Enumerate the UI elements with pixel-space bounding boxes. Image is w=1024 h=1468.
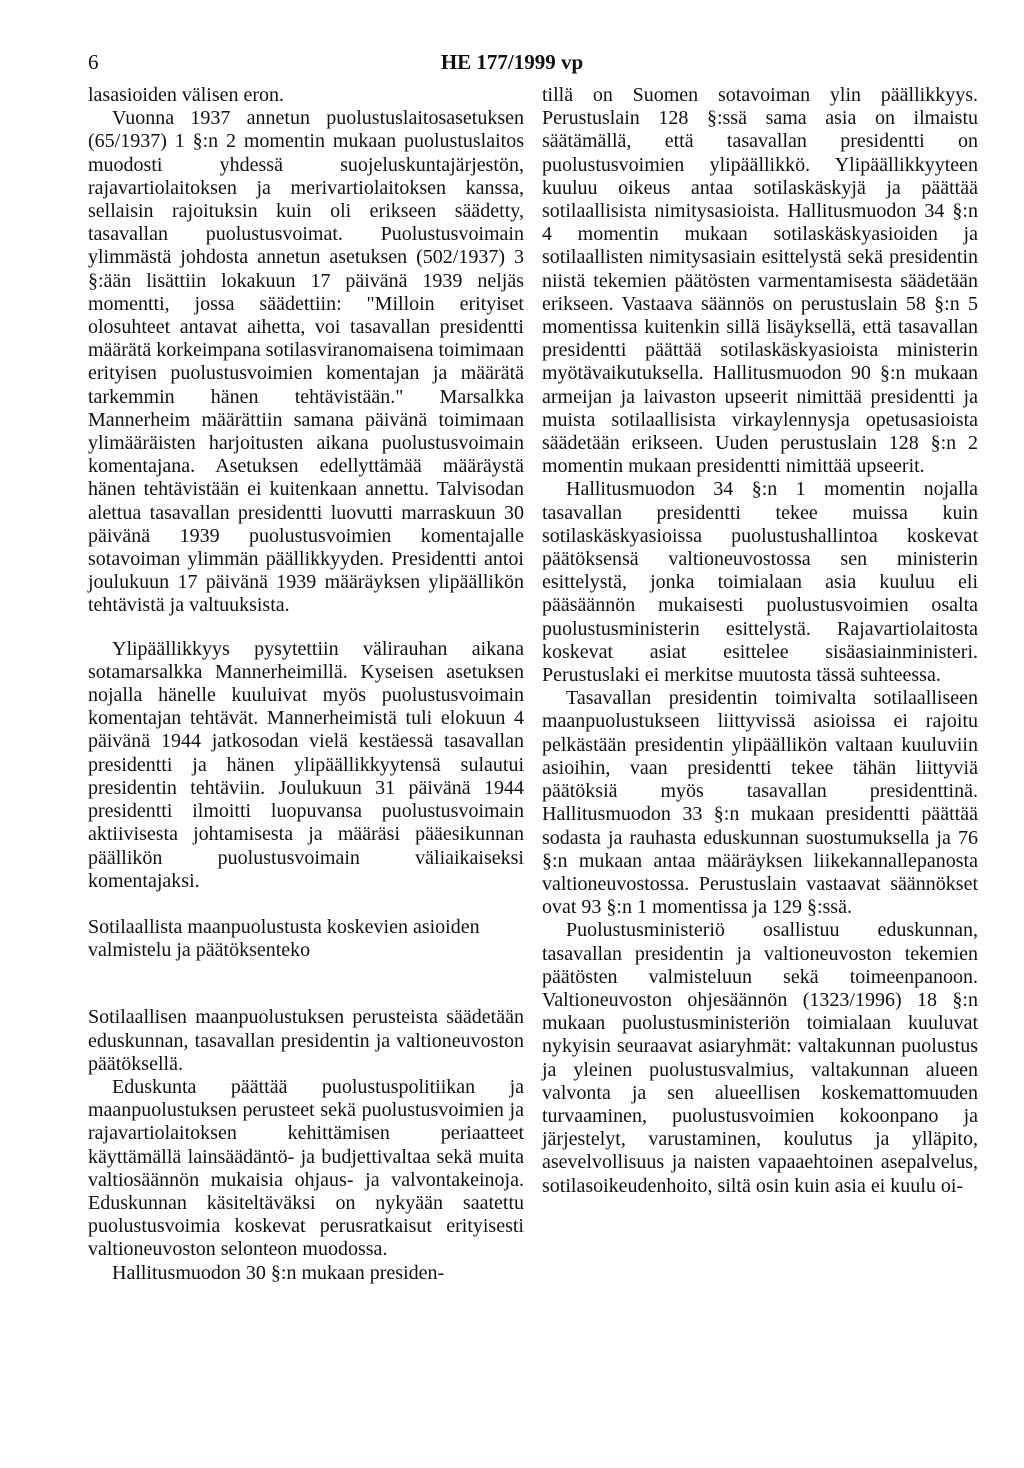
paragraph: tillä on Suomen sotavoiman ylin päällikkyys. Perustuslain 128 §:ssä sama asia on ilmaistu säätämällä, että tasavallan presidentti on puolustusvoimien ylipäällikkö. Ylipäällikkyyteen kuuluu oikeus antaa sotilaskäskyjä ja päättää sotilaallisista nimitysasioista. Hallitusmuodon 34 §:n 4 momentin mukaan sotilaskäskyasioiden ja sotilaallisten nimitysasiain esittelystä sekä presidentin niistä tekemien päätösten varmentamisesta säädetään erikseen. Vastaava säännös on perustuslain 58 §:n 5 momentissa kuitenkin sillä lisäyksellä, että tasavallan presidentti päättää sotilaskäskyasioista ministerin myötävaikutuksella. Hallitusmuodon 90 §:n mukaan armeijan ja laivaston upseerit nimittää presidentti ja muista sotilaallisista virkaylennysja opetusasioista säädetään erikseen. Uuden perustuslain 128 §:n 2 momentin mukaan presidentti nimittää upseerit.: [542, 84, 978, 478]
paragraph: Hallitusmuodon 30 §:n mukaan presiden-: [112, 1261, 445, 1284]
paragraph: Tasavallan presidentin toimivalta sotilaalliseen maanpuolustukseen liittyvissä asioissa ei rajoitu pelkästään presidentin ylipäällikön valtaan kuuluviin asioihin, vaan presidentti tekee tähän liittyviä päätöksiä myös tasavallan presidenttinä. Hallitusmuodon 33 §:n mukaan presidentti päättää sodasta ja rauhasta eduskunnan suostumuksella ja 76 §:n mukaan antaa määräyksen liikekannallepanosta valtioneuvostossa. Perustuslain vastaavat säännökset ovat 93 §:n 1 momentissa ja 129 §:ssä.: [542, 687, 978, 919]
paragraph: Hallitusmuodon 34 §:n 1 momentin nojalla tasavallan presidentti tekee muissa kuin sotilaskäskyasioissa puolustushallintoa koskevat päätöksensä valtioneuvostossa sen ministerin esittelystä, jonka toimialaan asia kuuluu eli pääsäännön mukaisesti puolustusvoimien osalta puolustusministerin esittelystä. Rajavartiolaitosta koskevat asiat esittelee sisäasiainministeri. Perustuslaki ei merkitse muutosta tässä suhteessa.: [542, 478, 978, 687]
paragraph: Vuonna 1937 annetun puolustuslaitosasetuksen (65/1937) 1 §:n 2 momentin mukaan puolustuslaitos muodosti yhdessä suojeluskuntajärjestön, rajavartiolaitoksen ja merivartiolaitoksen kanssa, sellaisin rajoituksin kuin oli erikseen säädetty, tasavallan puolustusvoimat. Puolustusvoimain ylimmästä johdosta annetun asetuksen (502/1937) 3 §:ään lisättiin lokakuun 17 päivänä 1939 neljäs momentti, jossa säädettiin: "Milloin erityiset olosuhteet antavat aihetta, voi tasavallan presidentti määrätä korkeimpana sotilasviranomaisena toimimaan erityisen puolustusvoimien komentajan ja määrätä tarkemmin hänen tehtävistään." Marsalkka Mannerheim määrättiin samana päivänä toimimaan ylimääräisten harjoitusten aikana puolustusvoimain komentajana. Asetuksen edellyttämää määräystä hänen tehtävistään ei kuitenkaan annettu. Talvisodan alettua tasavallan presidentti luovutti marraskuun 30 päivänä 1939 puolustusvoimien komentajalle sotavoiman ylimmän päällikkyyden. Presidentti antoi joulukuun 17 päivänä 1939 määräyksen ylipäällikön tehtävistä ja valtuuksista.: [88, 107, 524, 617]
right-column: [542, 84, 978, 1198]
left-column: [88, 84, 524, 1285]
paragraph: Sotilaallisen maanpuolustuksen perusteista säädetään eduskunnan, tasavallan presidentin ja valtioneuvoston päätöksellä.: [88, 1006, 524, 1075]
paragraph: Puolustusministeriö osallistuu eduskunnan, tasavallan presidentin ja valtioneuvoston tekemien päätösten valmisteluun sekä toimeenpanoon. Valtioneuvoston ohjesäännön (1323/1996) 18 §:n mukaan puolustusministeriön toimialaan kuuluvat nykyisin seuraavat asiaryhmät: valtakunnan puolustus ja yleinen puolustusvalmius, valtakunnan alueen valvonta ja sen alueellisen koskemattomuuden turvaaminen, puolustusvoimien kokoonpano ja järjestelyt, varustaminen, koulutus ja ylläpito, asevelvollisuus ja naisten vapaaehtoinen asepalvelus, sotilasoikeudenhoito, siltä osin kuin asia ei kuulu oi-: [542, 919, 978, 1197]
section-heading: Sotilaallista maanpuolustusta koskevien asioiden valmistelu ja päätöksenteko: [88, 915, 480, 962]
page-header: [88, 44, 936, 80]
paragraph: lasasioiden välisen eron.: [88, 84, 285, 106]
document-id: HE 177/1999 vp: [440, 50, 584, 74]
paragraph: Eduskunta päättää puolustuspolitiikan ja maanpuolustuksen perusteet sekä puolustusvoimien ja rajavartiolaitoksen kehittämisen periaatteet käyttämällä lainsäädäntö- ja budjettivaltaa sekä muita valtiosäännön mukaisia ohjaus- ja valvontakeinoja. Eduskunnan käsiteltäväksi on nykyään saatettu puolustusvoimia koskevat perusratkaisut erityisesti valtioneuvoston selonteon muodossa.: [88, 1075, 524, 1261]
paragraph: Ylipäällikkyys pysytettiin välirauhan aikana sotamarsalkka Mannerheimillä. Kyseisen asetuksen nojalla hänelle kuuluivat myös puolustusvoimain komentajan tehtävät. Mannerheimistä tuli elokuun 4 päivänä 1944 jatkosodan vielä kestäessä tasavallan presidentti ja hänen ylipäällikkyytensä sulautui presidentin tehtäviin. Joulukuun 31 päivänä 1944 presidentti ilmoitti luopuvansa puolustusvoimain aktiivisesta johtamisesta ja määräsi pääesikunnan päällikön puolustusvoimain väliaikaiseksi komentajaksi.: [88, 637, 524, 892]
page-number: 6: [88, 50, 99, 74]
